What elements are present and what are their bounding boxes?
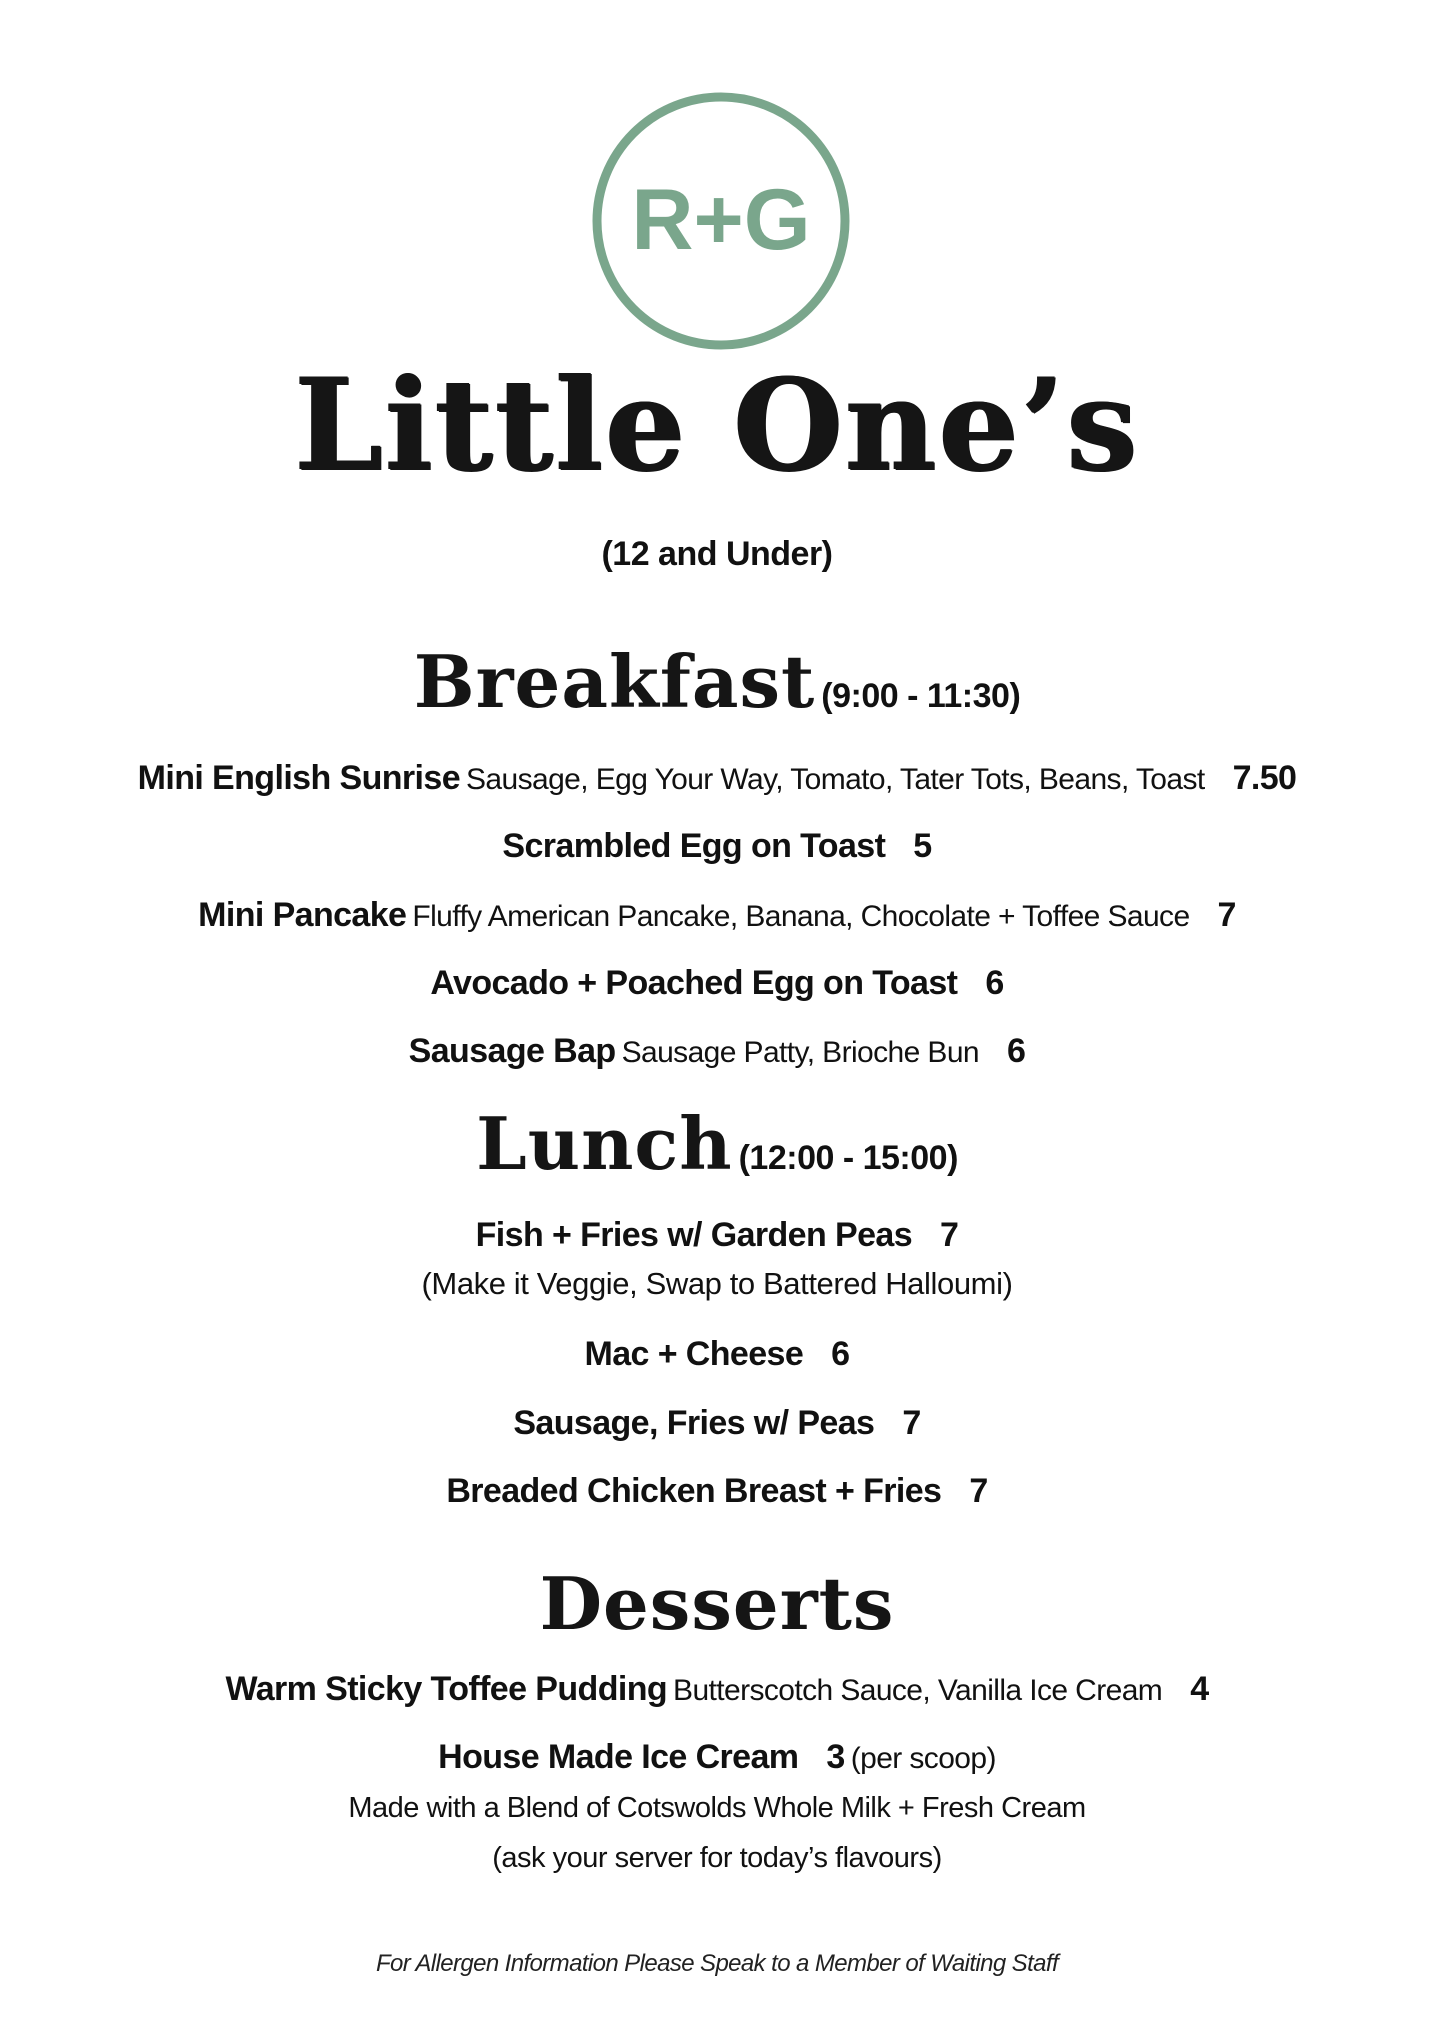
menu-item <box>0 1031 1434 1073</box>
item-price: 3 <box>826 1738 845 1776</box>
item-price: 4 <box>1190 1670 1209 1708</box>
item-description: Butterscotch Sauce, Vanilla Ice Cream <box>673 1674 1163 1707</box>
menu-item <box>0 963 1434 1003</box>
logo-circle-icon <box>589 89 853 353</box>
section-name: Desserts <box>539 1561 895 1646</box>
item-price: 7 <box>969 1472 988 1510</box>
breakfast-heading <box>0 639 1434 724</box>
item-description: Sausage Patty, Brioche Bun <box>621 1036 980 1069</box>
menu-item <box>0 895 1434 937</box>
item-price: 7.50 <box>1232 759 1297 797</box>
price-note: (per scoop) <box>850 1742 996 1775</box>
item-note: Made with a Blend of Cotswolds Whole Milk + Fresh Cream <box>348 1792 1086 1824</box>
rg-logo <box>589 89 853 353</box>
item-price: 5 <box>913 827 932 865</box>
item-name: Mac + Cheese <box>584 1335 804 1373</box>
item-name: Mini English Sunrise <box>137 759 460 797</box>
item-note: (ask your server for today’s flavours) <box>492 1842 942 1874</box>
item-name: Mini Pancake <box>198 896 407 934</box>
item-name: Fish + Fries w/ Garden Peas <box>475 1216 913 1254</box>
item-name: Scrambled Egg on Toast <box>502 827 886 865</box>
item-name: Avocado + Poached Egg on Toast <box>430 964 958 1002</box>
item-note: (Make it Veggie, Swap to Battered Halloumi) <box>421 1266 1013 1301</box>
menu-item <box>0 1471 1434 1511</box>
item-description: Fluffy American Pancake, Banana, Chocolate + Toffee Sauce <box>412 900 1190 933</box>
allergen-footer: For Allergen Information Please Speak to a Member of Waiting Staff <box>375 1950 1059 1977</box>
menu-item <box>0 1403 1434 1443</box>
logo-text: R+G <box>631 172 811 268</box>
menu-item <box>0 1215 1434 1255</box>
item-price: 6 <box>1007 1032 1026 1070</box>
menu-item <box>0 1737 1434 1779</box>
section-hours: (9:00 - 11:30) <box>821 677 1021 715</box>
item-name: Breaded Chicken Breast + Fries <box>446 1472 942 1510</box>
menu-subtitle: (12 and Under) <box>601 535 833 573</box>
item-price: 6 <box>831 1335 850 1373</box>
item-price: 6 <box>985 964 1004 1002</box>
section-name: Breakfast <box>413 639 816 724</box>
item-name: House Made Ice Cream <box>438 1738 799 1776</box>
desserts-heading <box>0 1561 1434 1646</box>
item-price: 7 <box>902 1404 921 1442</box>
menu-item <box>0 1669 1434 1711</box>
item-price: 7 <box>940 1216 959 1254</box>
section-name: Lunch <box>476 1101 733 1186</box>
item-name: Warm Sticky Toffee Pudding <box>225 1670 668 1708</box>
item-price: 7 <box>1217 896 1236 934</box>
menu-item <box>0 826 1434 866</box>
item-description: Sausage, Egg Your Way, Tomato, Tater Tots, Beans, Toast <box>466 763 1205 796</box>
menu-title: Little One’s <box>294 351 1140 499</box>
menu-item <box>0 1334 1434 1374</box>
lunch-heading <box>0 1101 1434 1186</box>
item-name: Sausage, Fries w/ Peas <box>513 1404 875 1442</box>
menu-item <box>0 758 1434 800</box>
section-hours: (12:00 - 15:00) <box>738 1139 958 1177</box>
item-name: Sausage Bap <box>408 1032 616 1070</box>
